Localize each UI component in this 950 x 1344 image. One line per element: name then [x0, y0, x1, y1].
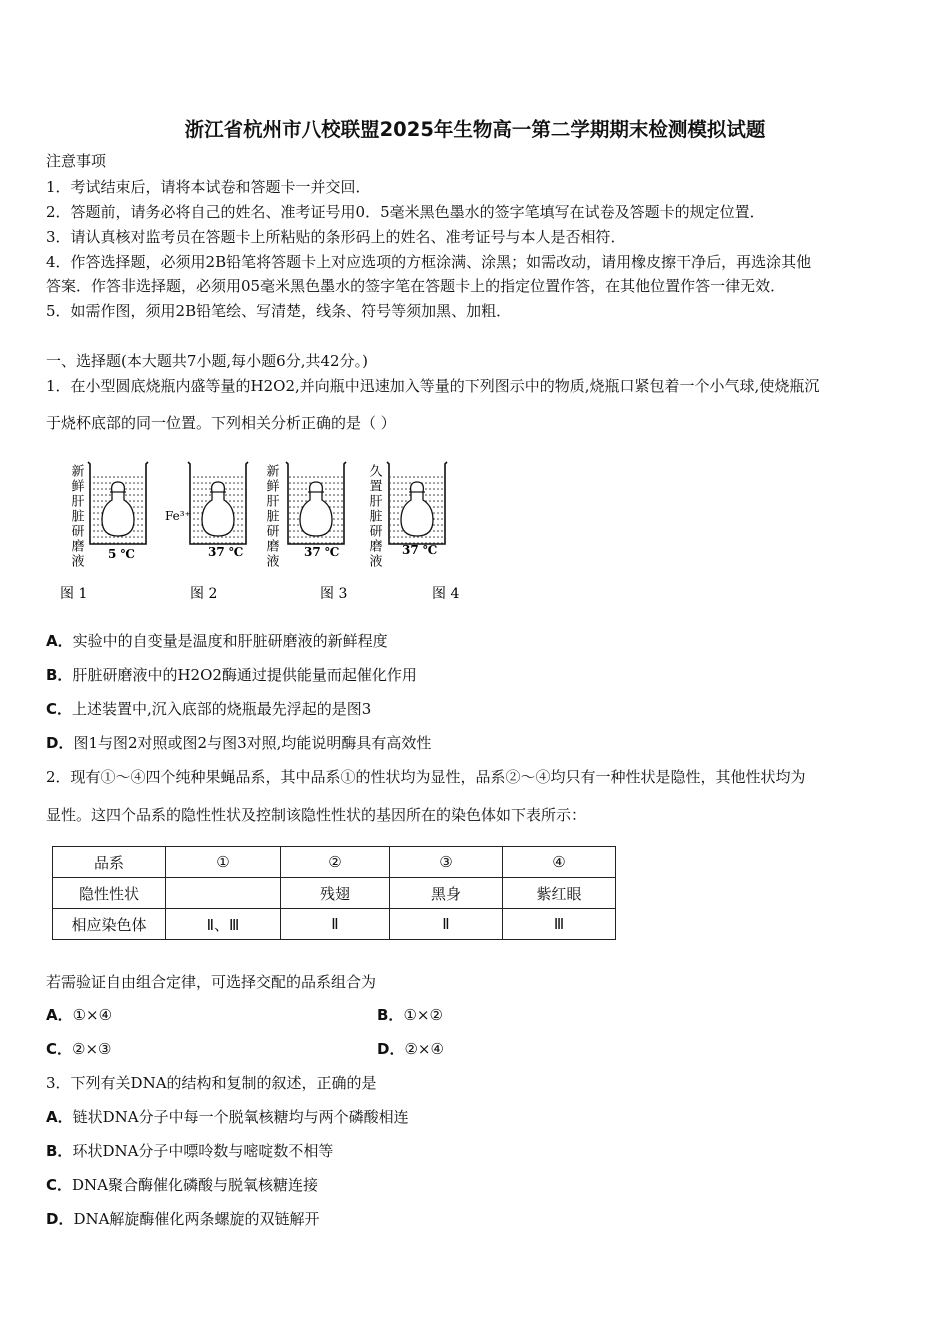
notice-item-3: 3．请认真核对监考员在答题卡上所粘贴的条形码上的姓名、准考证号与本人是否相符．: [46, 228, 626, 246]
table-cell: 隐性性状: [53, 878, 166, 909]
q2-option-c[interactable]: C．②×③: [46, 1040, 112, 1058]
beaker-2-label: [165, 509, 191, 523]
q3-option-a[interactable]: A．链状DNA分子中每一个脱氧核糖均与两个磷酸相连: [46, 1108, 409, 1126]
notice-item-5: 5．如需作图，须用2B铅笔绘、写清楚，线条、符号等须加黑、加粗．: [46, 302, 512, 320]
table-cell: ①: [166, 847, 281, 878]
notice-heading: 注意事项: [46, 152, 107, 170]
figure-caption-2: 图 2: [190, 586, 218, 602]
q2-stem-line2: 显性。这四个品系的隐性性状及控制该隐性性状的基因所在的染色体如下表所示：: [46, 806, 587, 824]
table-cell: Ⅱ: [281, 909, 390, 940]
table-cell: 残翅: [281, 878, 390, 909]
notice-item-4: 4．作答选择题，必须用2B铅笔将答题卡上对应选项的方框涂满、涂黑；如需改动，请用橡皮擦干净后，再选涂其他: [46, 253, 812, 271]
q1-stem-line2: 于烧杯底部的同一位置。下列相关分析正确的是（ ）: [46, 414, 396, 432]
beaker-2-temp: 37 ℃: [208, 545, 244, 559]
beaker-3-label: [264, 464, 280, 569]
table-cell: ④: [503, 847, 616, 878]
table-cell: 相应染色体: [53, 909, 166, 940]
q3-option-c[interactable]: C．DNA聚合酶催化磷酸与脱氧核糖连接: [46, 1176, 319, 1194]
q3-option-d[interactable]: D．DNA解旋酶催化两条螺旋的双链解开: [46, 1210, 320, 1228]
q1-option-a[interactable]: A．实验中的自变量是温度和肝脏研磨液的新鲜程度: [46, 632, 388, 650]
q2-option-a[interactable]: A．①×④: [46, 1006, 113, 1024]
table-cell: ③: [390, 847, 503, 878]
q1-option-d[interactable]: D．图1与图2对照或图2与图3对照,均能说明酶具有高效性: [46, 734, 432, 752]
table-row: [53, 909, 616, 940]
q1-option-c[interactable]: C．上述装置中,沉入底部的烧瓶最先浮起的是图3: [46, 700, 372, 718]
beaker-4-temp: 37 ℃: [402, 543, 438, 557]
table-cell: 黑身: [390, 878, 503, 909]
figure-caption-3: 图 3: [320, 586, 348, 602]
q2-stem-line1: 2．现有①～④四个纯种果蝇品系，其中品系①的性状均为显性，品系②～④均只有一种性状是隐性，其他性状均为: [46, 768, 806, 786]
notice-item-2: 2．答题前，请务必将自己的姓名、准考证号用0．5毫米黑色墨水的签字笔填写在试卷及答题卡的规定位置．: [46, 203, 765, 221]
svg-text:新鲜肝脏研磨液: 新鲜肝脏研磨液: [263, 464, 279, 569]
q1-option-b[interactable]: B．肝脏研磨液中的H2O2酶通过提供能量而起催化作用: [46, 666, 417, 684]
svg-text:新鲜肝脏研磨液: 新鲜肝脏研磨液: [68, 464, 84, 569]
beaker-3-temp: 37 ℃: [304, 545, 340, 559]
svg-text:久置肝脏研磨液: 久置肝脏研磨液: [366, 464, 382, 569]
q2-prompt: 若需验证自由组合定律，可选择交配的品系组合为: [46, 973, 377, 991]
section-heading: 一、选择题(本大题共7小题,每小题6分,共42分。): [46, 352, 368, 370]
beaker-1-temp: 5 ℃: [108, 547, 135, 561]
q3-stem: 3．下列有关DNA的结构和复制的叙述，正确的是: [46, 1074, 377, 1092]
q3-option-b[interactable]: B．环状DNA分子中嘌呤数与嘧啶数不相等: [46, 1142, 334, 1160]
table-cell: ②: [281, 847, 390, 878]
beaker-3: [286, 462, 346, 544]
table-cell: Ⅱ: [390, 909, 503, 940]
table-cell: [166, 878, 281, 909]
q1-stem-line1: 1．在小型圆底烧瓶内盛等量的H2O2,并向瓶中迅速加入等量的下列图示中的物质,烧瓶口紧包着一个小气球,使烧瓶沉: [46, 377, 820, 395]
notice-item-1: 1．考试结束后，请将本试卷和答题卡一并交回．: [46, 178, 371, 196]
svg-text:Fe³⁺: Fe³⁺: [165, 509, 191, 523]
beaker-1-label: [69, 464, 85, 569]
table-cell: 紫红眼: [503, 878, 616, 909]
beaker-2: [188, 462, 248, 544]
beaker-4-label: [367, 464, 383, 569]
figure-caption-1: 图 1: [60, 586, 88, 602]
beaker-4: [387, 462, 447, 544]
page-title: 浙江省杭州市八校联盟2025年生物高一第二学期期末检测模拟试题: [184, 118, 766, 141]
table-cell: Ⅱ、Ⅲ: [166, 909, 281, 940]
notice-item-4-cont: 答案．作答非选择题，必须用05毫米黑色墨水的签字笔在答题卡上的指定位置作答，在其他位置作答一律无效．: [46, 277, 786, 295]
figure-caption-4: 图 4: [432, 586, 460, 602]
table-cell: Ⅲ: [503, 909, 616, 940]
q2-option-b[interactable]: B．①×②: [377, 1006, 443, 1024]
table-row: [53, 878, 616, 909]
beaker-1: [88, 462, 148, 544]
q2-option-d[interactable]: D．②×④: [377, 1040, 444, 1058]
table-row: [53, 847, 616, 878]
table-cell: 品系: [53, 847, 166, 878]
q1-beaker-figure: [60, 450, 480, 610]
q2-strain-table: [52, 846, 616, 940]
